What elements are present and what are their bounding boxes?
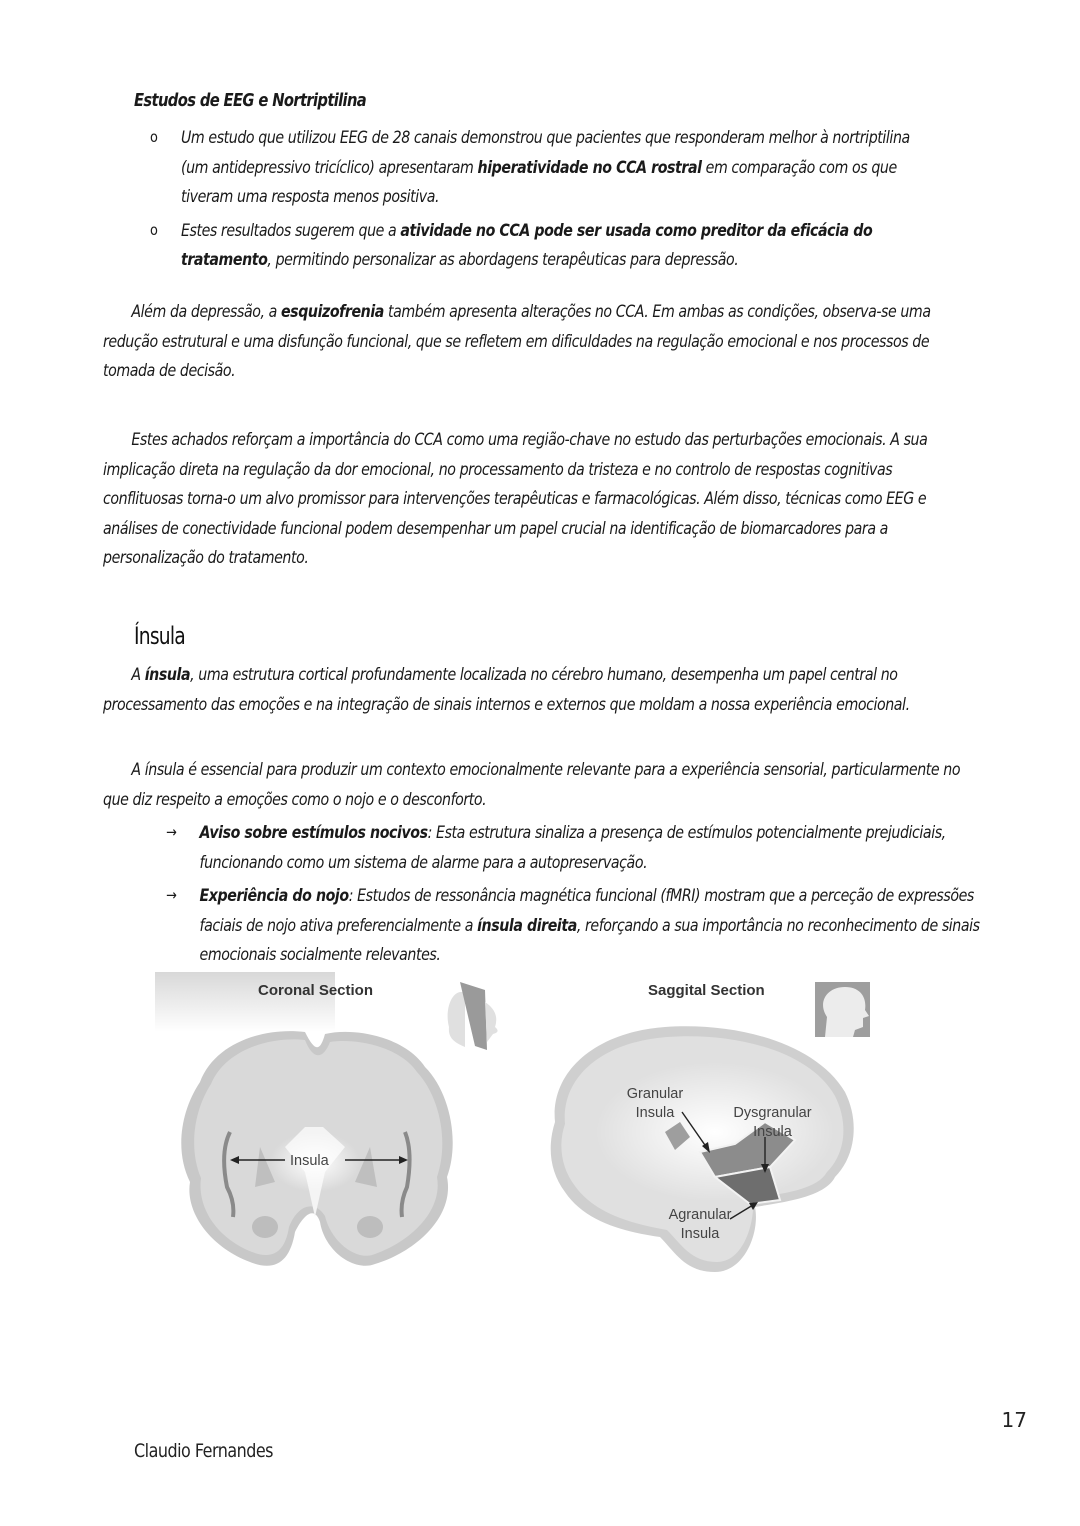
emphasis: Experiência do nojo (199, 886, 349, 905)
coronal-section-title: Coronal Section (258, 982, 374, 999)
arrow-right-icon: → (166, 886, 177, 904)
emphasis: Aviso sobre estímulos nocivos (199, 823, 428, 842)
footer-author: Claudio Fernandes (134, 1440, 273, 1462)
list-item: o Um estudo que utilizou EEG de 28 canais demonstrou que pacientes que responderam melhor à nortriptilina (um antidepressivo tricíclico) apresentaram hiperatividade no CCA rostral em comparação com os que tiveram uma resposta menos positiva. (150, 123, 929, 212)
list-item: o Estes resultados sugerem que a atividade no CCA pode ser usada como preditor da eficácia do tratamento, permitindo personalizar as abordagens terapêuticas para depressão. (150, 216, 929, 275)
arrow-right-icon: → (166, 823, 177, 841)
insula-brain-figure (155, 972, 885, 1282)
granular-insula-label: Granular Insula (626, 1086, 684, 1121)
head-sagittal-icon (815, 982, 870, 1037)
page-number: 17 (1001, 1408, 1027, 1432)
emphasis: ínsula direita (477, 915, 577, 935)
agranular-insula-label: Agranular Insula (668, 1207, 732, 1242)
emphasis: atividade no CCA pode ser usada como preditor da eficácia do tratamento (180, 220, 873, 269)
emphasis: ínsula (144, 665, 191, 684)
sagittal-section-title: Saggital Section (648, 982, 765, 999)
emphasis: hiperatividade no CCA rostral (477, 157, 702, 177)
coronal-brain-icon (181, 1031, 452, 1266)
circle-bullet-icon: o (150, 128, 158, 146)
dysgranular-insula-label: Dysgranular Insula (733, 1105, 812, 1140)
insula-point-list (166, 818, 1080, 974)
circle-bullet-icon: o (150, 220, 158, 239)
paragraph-findings: Estes achados reforçam a importância do CCA como uma região-chave no estudo das perturbações emocionais. A sua implicação direta na regulação da dor emocional, no processamento da tristeza e no controlo de respostas cognitivas conflituosas torna-o um alvo promissor para intervenções terapêuticas e farmacológicas. Além disso, técnicas como EEG e análises de conectividade funcional podem desempenhar um papel crucial na identificação de biomarcadores para a personalização do tratamento. (103, 430, 928, 567)
list-item: → Aviso sobre estímulos nocivos: Esta estrutura sinaliza a presença de estímulos potencialmente prejudiciais, funcionando como um sistema de alarme para a autopreservação. (166, 818, 991, 877)
paragraph-insula-intro: A ínsula, uma estrutura cortical profundamente localizada no cérebro humano, desempenha um papel central no processamento das emoções e na integração de sinais internos e externos que moldam a nossa experiência emocional. (103, 665, 910, 714)
emphasis: esquizofrenia (280, 302, 384, 321)
eeg-bullet-list (150, 123, 1080, 279)
list-item: → Experiência do nojo: Estudos de ressonância magnética funcional (fMRI) mostram que a perceção de expressões faciais de nojo ativa preferencialmente a ínsula direita, reforçando a sua importância no reconhecimento de sinais emocionais socialmente relevantes. (166, 881, 991, 970)
section-title: Ínsula (134, 622, 186, 650)
subsection-heading: Estudos de EEG e Nortriptilina (134, 90, 367, 111)
paragraph-insula-context: A ínsula é essencial para produzir um contexto emocionalmente relevante para a experiência sensorial, particularmente no que diz respeito a emoções como o nojo e o desconforto. (103, 760, 961, 809)
head-coronal-icon (448, 982, 498, 1050)
insula-label: Insula (290, 1153, 329, 1169)
paragraph-schizophrenia: Além da depressão, a esquizofrenia também apresenta alterações no CCA. Em ambas as condições, observa-se uma redução estrutural e uma disfunção funcional, que se refletem em dificuldades na regulação emocional e nos processos de tomada de decisão. (103, 302, 931, 380)
